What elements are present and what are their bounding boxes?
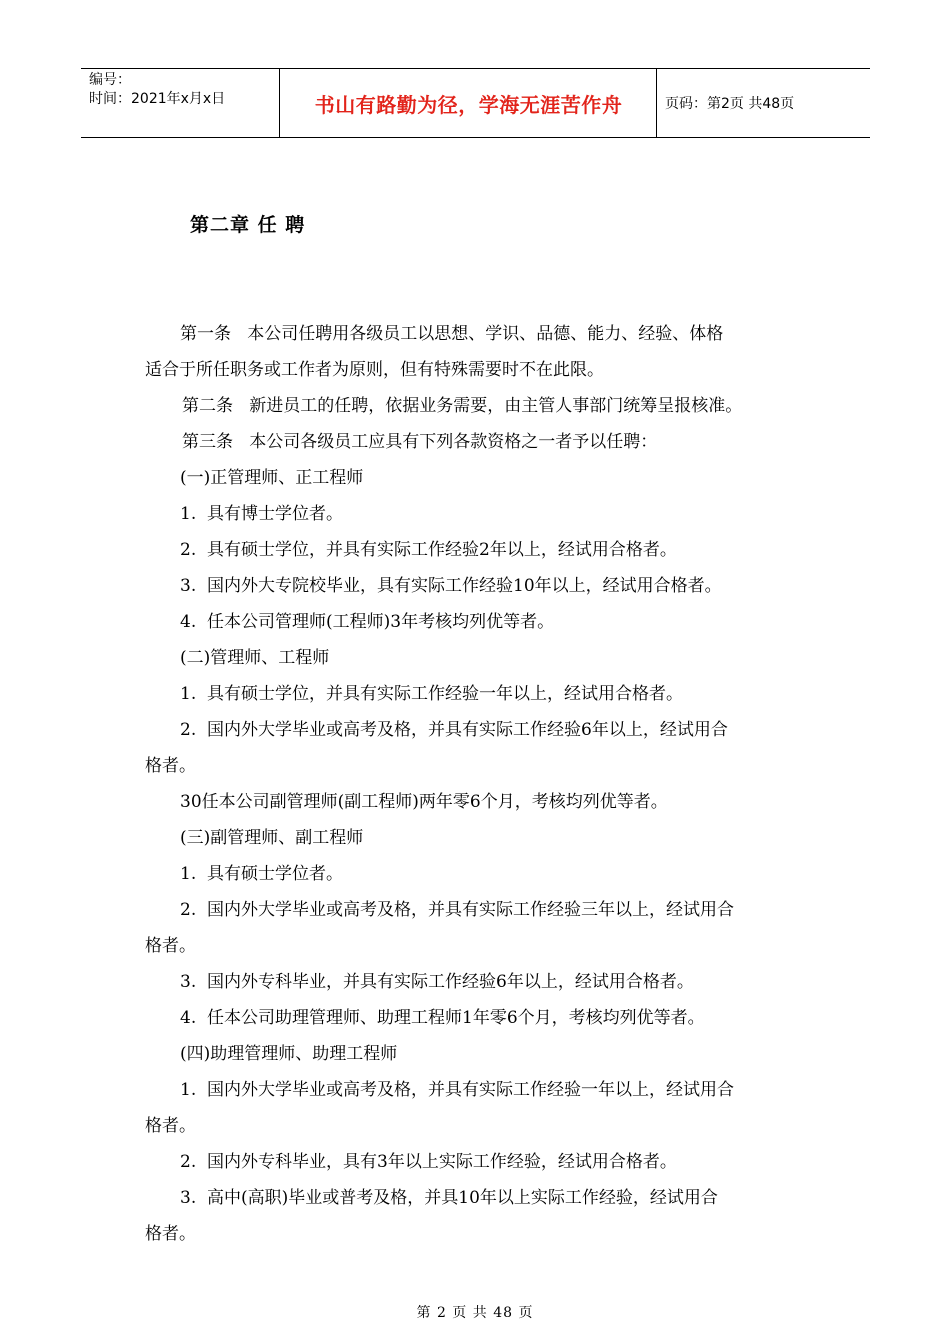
list-item-continuation: 格者。 — [145, 1224, 196, 1244]
chapter-title: 第二章 任 聘 — [190, 214, 306, 236]
list-item: 1. 国内外大学毕业或高考及格，并具有实际工作经验一年以上，经试用合 — [180, 1080, 735, 1100]
list-item-continuation: 格者。 — [145, 936, 196, 956]
list-item-continuation: 格者。 — [145, 1116, 196, 1136]
section-heading: (二)管理师、工程师 — [180, 648, 330, 668]
list-item: 3. 国内外专科毕业，并具有实际工作经验6年以上，经试用合格者。 — [180, 972, 694, 992]
header-motto: 书山有路勤为径，学海无涯苦作舟 — [281, 69, 657, 137]
section-heading: (三)副管理师、副工程师 — [180, 828, 364, 848]
list-item: 1. 具有硕士学位者。 — [180, 864, 344, 884]
list-item: 3. 国内外大专院校毕业，具有实际工作经验10年以上，经试用合格者。 — [180, 576, 722, 596]
document-time-label: 时间：2021年x月x日 — [89, 91, 226, 107]
header-table — [81, 68, 870, 138]
document-number-label: 编号： — [89, 72, 131, 88]
list-item: 4. 任本公司助理管理师、助理工程师1年零6个月，考核均列优等者。 — [180, 1008, 705, 1028]
list-item: 3. 高中(高职)毕业或普考及格，并具10年以上实际工作经验，经试用合 — [180, 1188, 718, 1208]
paragraph: 第二条 新进员工的任聘，依据业务需要，由主管人事部门统筹呈报核准。 — [182, 396, 743, 416]
list-item-continuation: 格者。 — [145, 756, 196, 776]
list-item: 1. 具有博士学位者。 — [180, 504, 344, 524]
section-heading: (一)正管理师、正工程师 — [180, 468, 364, 488]
list-item: 2. 国内外大学毕业或高考及格，并具有实际工作经验6年以上，经试用合 — [180, 720, 728, 740]
list-item: 1. 具有硕士学位，并具有实际工作经验一年以上，经试用合格者。 — [180, 684, 684, 704]
list-item: 2. 具有硕士学位，并具有实际工作经验2年以上，经试用合格者。 — [180, 540, 677, 560]
paragraph: 第三条 本公司各级员工应具有下列各款资格之一者予以任聘： — [182, 432, 658, 452]
paragraph: 适合于所任职务或工作者为原则，但有特殊需要时不在此限。 — [145, 360, 604, 380]
list-item: 2. 国内外专科毕业，具有3年以上实际工作经验，经试用合格者。 — [180, 1152, 677, 1172]
list-item: 4. 任本公司管理师(工程师)3年考核均列优等者。 — [180, 612, 555, 632]
list-item: 2. 国内外大学毕业或高考及格，并具有实际工作经验三年以上，经试用合 — [180, 900, 735, 920]
header-page-info: 页码：第2页 共48页 — [665, 96, 795, 112]
section-heading: (四)助理管理师、助理工程师 — [180, 1044, 398, 1064]
list-item: 30任本公司副管理师(副工程师)两年零6个月，考核均列优等者。 — [180, 792, 668, 812]
page-footer: 第 2 页 共 48 页 — [416, 1305, 534, 1321]
paragraph: 第一条 本公司任聘用各级员工以思想、学识、品德、能力、经验、体格 — [180, 324, 724, 344]
header-meta — [81, 69, 280, 137]
document-body — [145, 316, 815, 1252]
